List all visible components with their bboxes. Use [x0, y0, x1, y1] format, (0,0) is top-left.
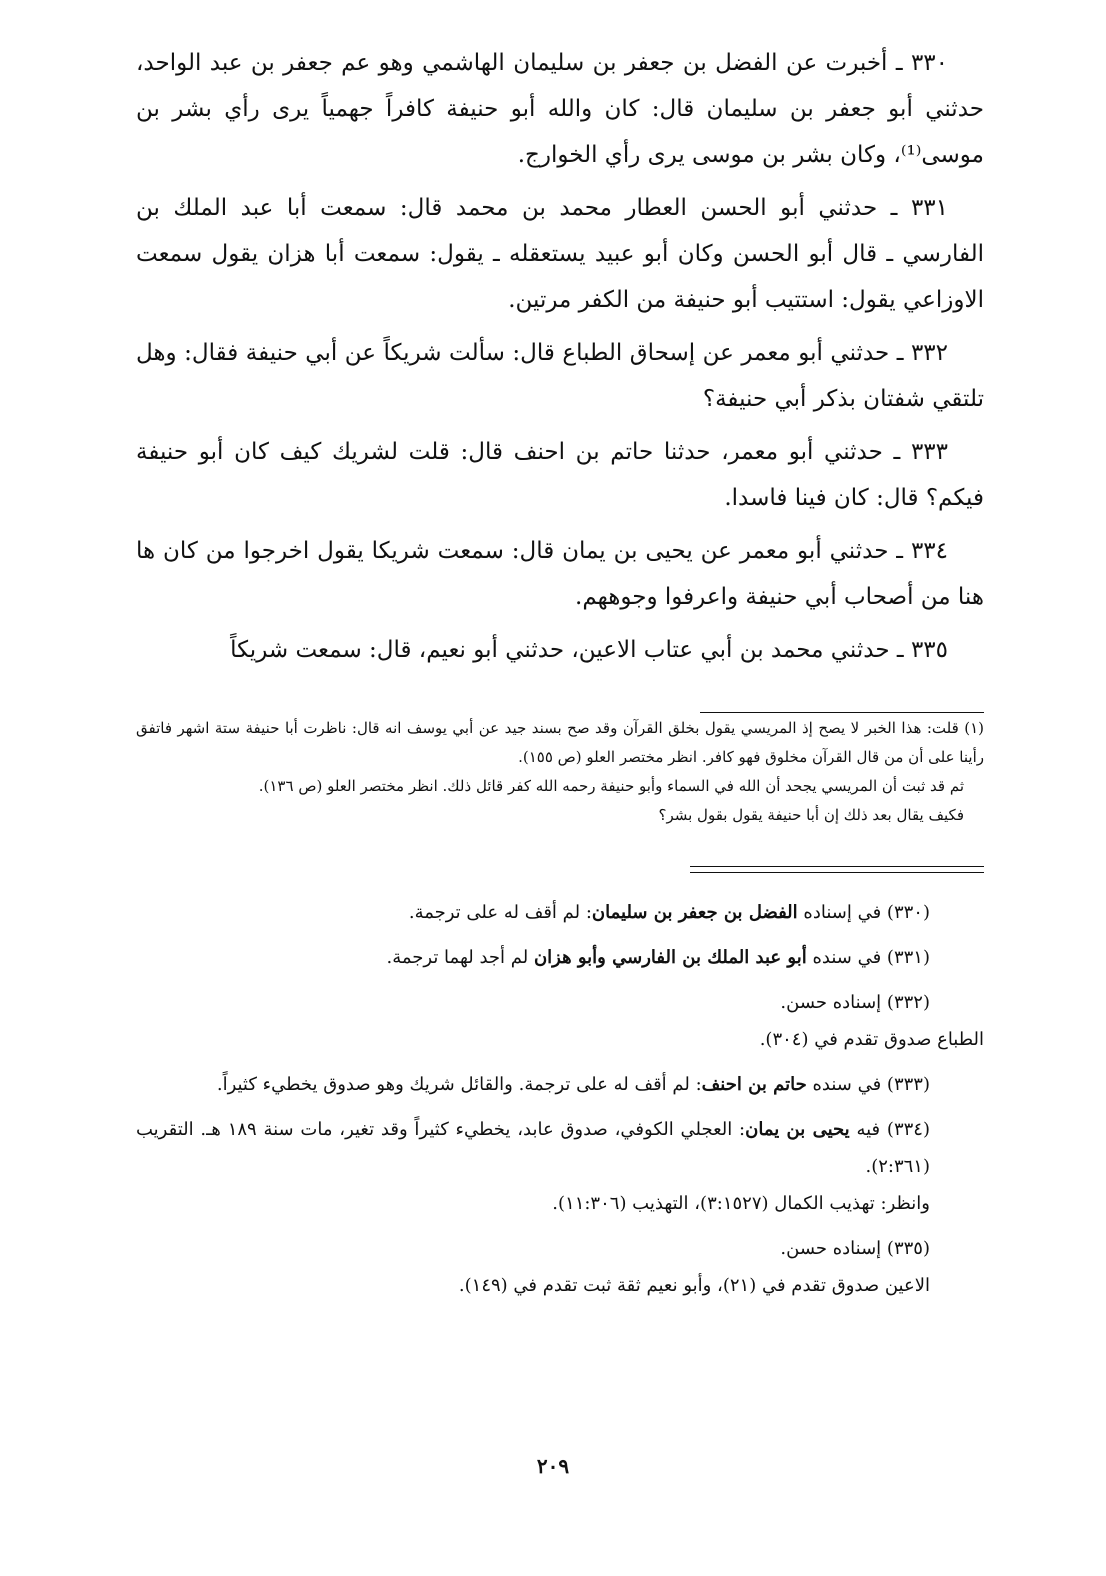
commentary-number: (٣٣١): [886, 947, 930, 968]
page-number: ٢٠٩: [536, 1454, 570, 1478]
commentary-note: لم أجد لهما ترجمة.: [386, 947, 529, 968]
narration-333: ٣٣٣ ـ حدثني أبو معمر، حدثنا حاتم بن احنف قال: قلت لشريك كيف كان أبو حنيفة فيكم؟ قال: كان فينا فاسدا.: [136, 439, 984, 511]
commentary-number: (٣٣٠): [886, 902, 930, 923]
narrator-name: حاتم بن احنف: [701, 1074, 807, 1095]
narration-332: ٣٣٢ ـ حدثني أبو معمر عن إسحاق الطباع قال: سألت شريكاً عن أبي حنيفة فقال: وهل تلتقي شفتان بذكر أبي حنيفة؟: [136, 340, 984, 412]
commentary-332: [136, 984, 984, 1021]
footnote-1-continued: ثم قد ثبت أن المريسي يجحد أن الله في السماء وأبو حنيفة رحمه الله كفر قائل ذلك. انظر مختصر العلو (ص ١٣٦).: [258, 777, 964, 795]
commentary-prefix: في سنده: [812, 947, 882, 968]
commentary-335: [136, 1230, 984, 1267]
commentary-note: إسناده حسن.: [780, 1238, 882, 1259]
footnote-separator: [700, 712, 984, 713]
commentary-prefix: في سنده: [812, 1074, 882, 1095]
commentary: [136, 894, 984, 1312]
commentary-334: [136, 1111, 984, 1185]
commentary-334-extra: وانظر: تهذيب الكمال (٣:١٥٢٧)، التهذيب (١١:٣٠٦).: [552, 1193, 930, 1214]
main-text: [136, 40, 984, 680]
commentary-separator: [690, 866, 984, 873]
commentary-331: [136, 939, 984, 976]
commentary-333: [136, 1066, 984, 1103]
narration-335: ٣٣٥ ـ حدثني محمد بن أبي عتاب الاعين، حدثني أبو نعيم، قال: سمعت شريكاً: [230, 637, 948, 663]
narrator-name: يحيى بن يمان: [745, 1119, 850, 1140]
narrator-name: أبو عبد الملك بن الفارسي وأبو هزان: [533, 947, 807, 968]
commentary-note: إسناده حسن.: [780, 992, 882, 1013]
commentary-number: (٣٣٢): [886, 992, 930, 1013]
commentary-335-extra: الاعين صدوق تقدم في (٢١)، وأبو نعيم ثقة ثبت تقدم في (١٤٩).: [458, 1275, 930, 1296]
commentary-number: (٣٣٥): [886, 1238, 930, 1259]
narration-334: ٣٣٤ ـ حدثني أبو معمر عن يحيى بن يمان قال: سمعت شريكا يقول اخرجوا من كان ها هنا من أصحاب أبي حنيفة واعرفوا وجوههم.: [136, 538, 984, 610]
footnote-1: (١) قلت: هذا الخبر لا يصح إذ المريسي يقول بخلق القرآن وقد صح بسند جيد عن أبي يوسف انه قال: ناظرت أبا حنيفة ستة اشهر فاتفق رأينا على أن من قال القرآن مخلوق فهو كافر. انظر مختصر العلو (ص ١٥٥).: [136, 719, 984, 766]
narration-331: ٣٣١ ـ حدثني أبو الحسن العطار محمد بن محمد قال: سمعت أبا عبد الملك بن الفارسي ـ قال أبو الحسن وكان أبو عبيد يستعقله ـ يقول: سمعت أبا هزان يقول سمعت الاوزاعي يقول: استتيب أبو حنيفة من الكفر مرتين.: [136, 195, 984, 313]
commentary-332-extra: الطباع صدوق تقدم في (٣٠٤).: [759, 1029, 984, 1050]
narrator-name: الفضل بن جعفر بن سليمان: [591, 902, 798, 923]
commentary-prefix: في إسناده: [803, 902, 882, 923]
commentary-note: : العجلي الكوفي، صدوق عابد، يخطيء كثيراً وقد تغير، مات سنة ١٨٩ هـ. التقريب (٢:٣٦١).: [136, 1119, 930, 1177]
commentary-note: : لم أقف له على ترجمة.: [408, 902, 592, 923]
commentary-number: (٣٣٣): [886, 1074, 930, 1095]
narration-330: ٣٣٠ ـ أخبرت عن الفضل بن جعفر بن سليمان الهاشمي وهو عم جعفر بن عبد الواحد، حدثني أبو جعفر بن سليمان قال: كان والله أبو حنيفة كافراً جهمياً يرى رأي بشر بن موسى⁽¹⁾، وكان بشر بن موسى يرى رأي الخوارج.: [136, 50, 984, 168]
commentary-prefix: فيه: [856, 1119, 881, 1140]
commentary-number: (٣٣٤): [886, 1119, 930, 1140]
footnote-1-conclusion: فكيف يقال بعد ذلك إن أبا حنيفة يقول بقول بشر؟: [658, 806, 964, 824]
commentary-330: [136, 894, 984, 931]
footnotes: [136, 714, 984, 830]
commentary-note: : لم أقف له على ترجمة. والقائل شريك وهو صدوق يخطيء كثيراً.: [216, 1074, 702, 1095]
